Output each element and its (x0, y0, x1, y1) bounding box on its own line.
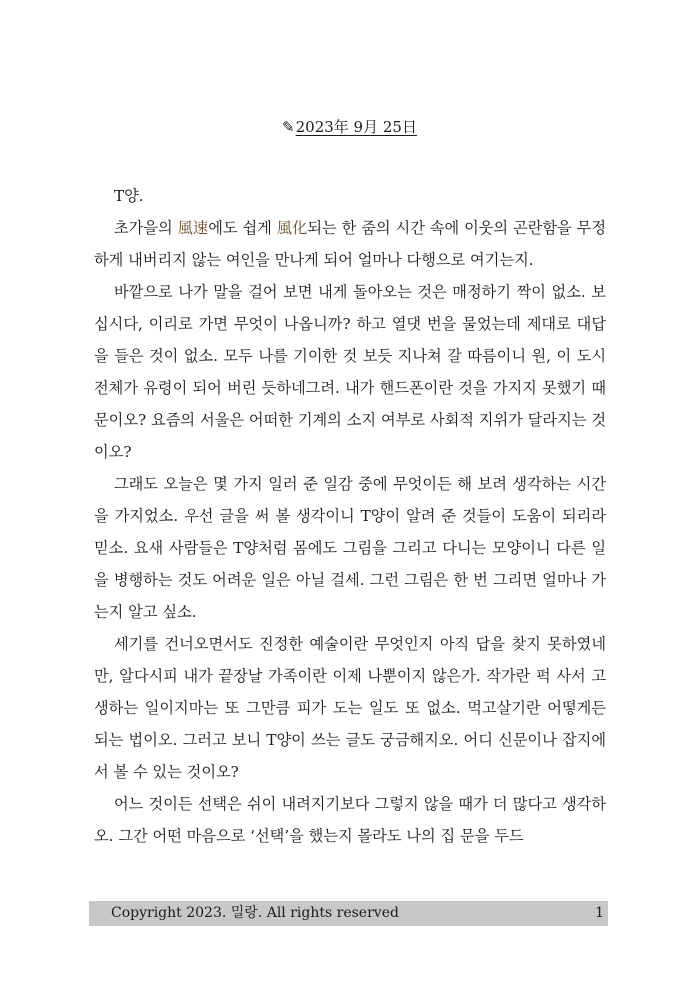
paragraph-1-text-b: 에도 쉽게 (208, 219, 277, 237)
paragraph-5: 어느 것이든 선택은 쉬이 내려지기보다 그렇지 않을 때가 더 많다고 생각하오. 그간 어떤 마음으로 ‘선택’을 했는지 몰라도 나의 집 문을 두드 (94, 795, 606, 845)
letter-body (94, 180, 606, 852)
salutation: T양. (114, 187, 144, 205)
paragraph-1-text-a: 초가을의 (114, 219, 178, 237)
paragraph-4: 세기를 건너오면서도 진정한 예술이란 무엇인지 아직 답을 찾지 못하였네만, 알다시피 내가 끝장날 가족이란 이제 나뿐이지 않은가. 작가란 퍽 사서 고생하는 일이지마는 또 그만큼 피가 도는 일도 또 없소. 먹고살기란 어떻게든 되는 법이오. 그러고 보니 T양이 쓰는 글도 궁금해지오. 어디 신문이나 잡지에서 볼 수 있는 것이오? (94, 635, 606, 781)
hanja-wind-speed: 風速 (177, 219, 209, 237)
paragraph-2: 바깥으로 나가 말을 걸어 보면 내게 돌아오는 것은 매정하기 짝이 없소. 보십시다, 이리로 가면 무엇이 나옵니까? 하고 열댓 번을 물었는데 제대로 대답을 들은 것이 없소. 모두 나를 기이한 것 보듯 지나쳐 갈 따름이니 원, 이 도시 전체가 유령이 되어 버린 듯하네그려. 내가 핸드폰이란 것을 가지지 못했기 때문이오? 요즘의 서울은 어떠한 기계의 소지 여부로 사회적 지위가 달라지는 것이오? (94, 283, 606, 461)
paragraph-3: 그래도 오늘은 몇 가지 일러 준 일감 중에 무엇이든 해 보려 생각하는 시간을 가지었소. 우선 글을 써 볼 생각이니 T양이 알려 준 것들이 도움이 되리라 믿소. 요새 사람들은 T양처럼 몸에도 그림을 그리고 다니는 모양이니 다른 일을 병행하는 것도 어려운 일은 아닐 걸세. 그런 그림은 한 번 그리면 얼마나 가는지 알고 싶소. (94, 475, 606, 621)
hanja-weathering: 風化 (276, 219, 308, 237)
date-heading (0, 116, 699, 138)
pencil-icon: ✎ (282, 118, 295, 136)
paragraph-1 (94, 212, 606, 276)
date-text (282, 118, 417, 136)
date-value: 2023年 9月 25日 (295, 118, 417, 136)
copyright-notice: Copyright 2023. 밀랑. All rights reserved (111, 905, 399, 921)
page-footer (89, 901, 608, 926)
page-number: 1 (595, 905, 604, 921)
paragraph-1-text-c: 되는 한 줌의 시간 속에 이웃의 곤란함을 무정하게 내버리지 않는 여인을 만나게 되어 얼마나 다행으로 여기는지. (94, 219, 607, 269)
